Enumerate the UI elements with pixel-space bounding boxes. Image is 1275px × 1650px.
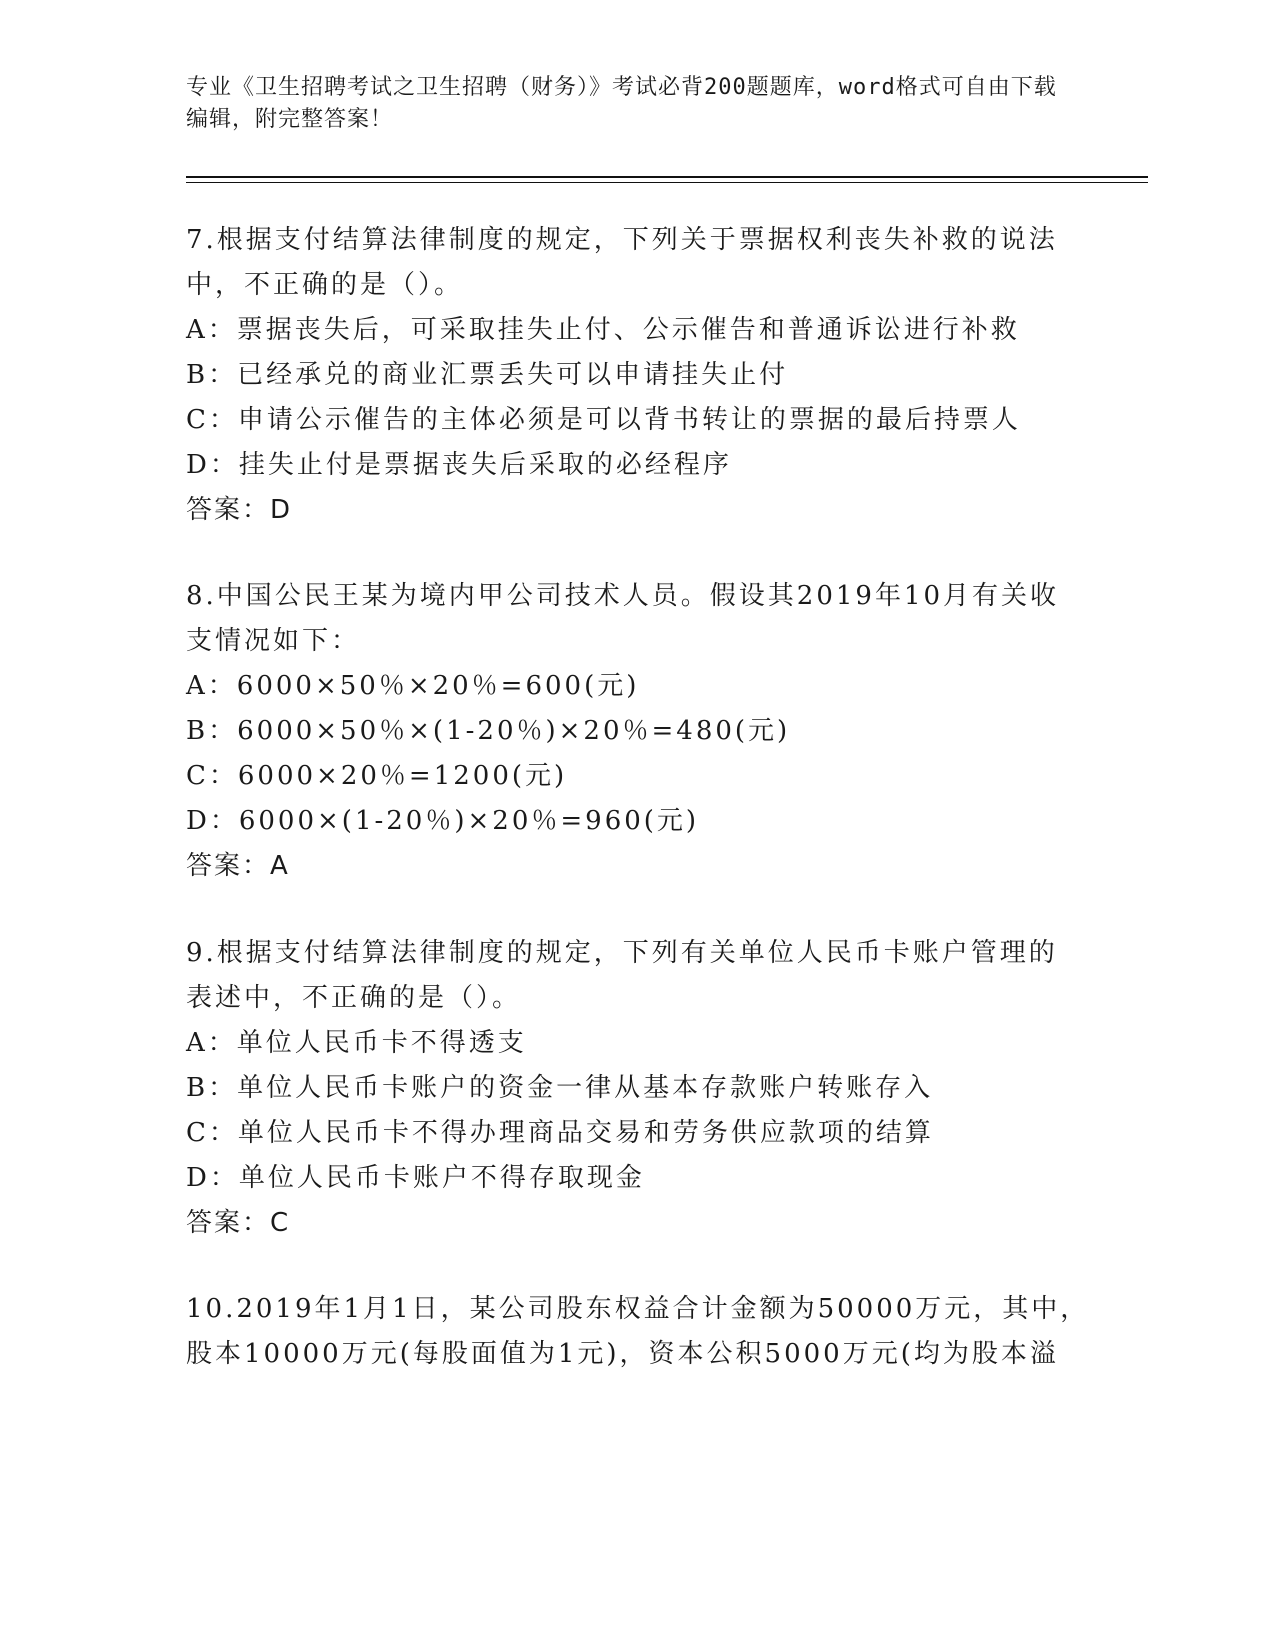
question-stem: 中，不正确的是（）。: [186, 270, 464, 300]
header-divider: [186, 176, 1148, 178]
header-divider-thin: [186, 182, 1148, 183]
answer: 答案：D: [186, 495, 293, 525]
option-d: D：挂失止付是票据丧失后采取的必经程序: [186, 450, 732, 480]
option-a: A：单位人民币卡不得透支: [186, 1028, 527, 1058]
question-9: [186, 931, 1066, 1246]
document-header: 专业《卫生招聘考试之卫生招聘（财务）》考试必背200题题库，word格式可自由下载编辑，附完整答案！: [186, 75, 1057, 132]
question-stem: 支情况如下：: [186, 626, 361, 656]
question-8: [186, 574, 1066, 889]
question-stem: 7.根据支付结算法律制度的规定，下列关于票据权利丧失补救的说法: [186, 225, 1058, 255]
option-b: B：6000×50％×(1-20％)×20％=480(元): [186, 716, 791, 746]
question-10: [186, 1287, 1090, 1377]
option-c: C：申请公示催告的主体必须是可以背书转让的票据的最后持票人: [186, 405, 1021, 435]
option-c: C：单位人民币卡不得办理商品交易和劳务供应款项的结算: [186, 1118, 934, 1148]
option-a: A：票据丧失后，可采取挂失止付、公示催告和普通诉讼进行补救: [186, 315, 1020, 345]
question-stem: 10.2019年1月1日，某公司股东权益合计金额为50000万元，其中，: [186, 1294, 1090, 1324]
option-d: D：单位人民币卡账户不得存取现金: [186, 1163, 645, 1193]
option-c: C：6000×20％=1200(元): [186, 761, 568, 791]
question-stem: 8.中国公民王某为境内甲公司技术人员。假设其2019年10月有关收: [186, 581, 1060, 611]
option-b: B：单位人民币卡账户的资金一律从基本存款账户转账存入: [186, 1073, 934, 1103]
option-a: A：6000×50％×20％=600(元): [186, 671, 640, 701]
question-7: [186, 218, 1066, 533]
option-b: B：已经承兑的商业汇票丢失可以申请挂失止付: [186, 360, 789, 390]
question-stem: 9.根据支付结算法律制度的规定，下列有关单位人民币卡账户管理的: [186, 938, 1058, 968]
question-stem: 表述中，不正确的是（）。: [186, 983, 522, 1013]
answer: 答案：C: [186, 1208, 291, 1238]
answer: 答案：A: [186, 851, 290, 881]
question-stem: 股本10000万元(每股面值为1元)，资本公积5000万元(均为股本溢: [186, 1339, 1059, 1369]
option-d: D：6000×(1-20％)×20％=960(元): [186, 806, 700, 836]
